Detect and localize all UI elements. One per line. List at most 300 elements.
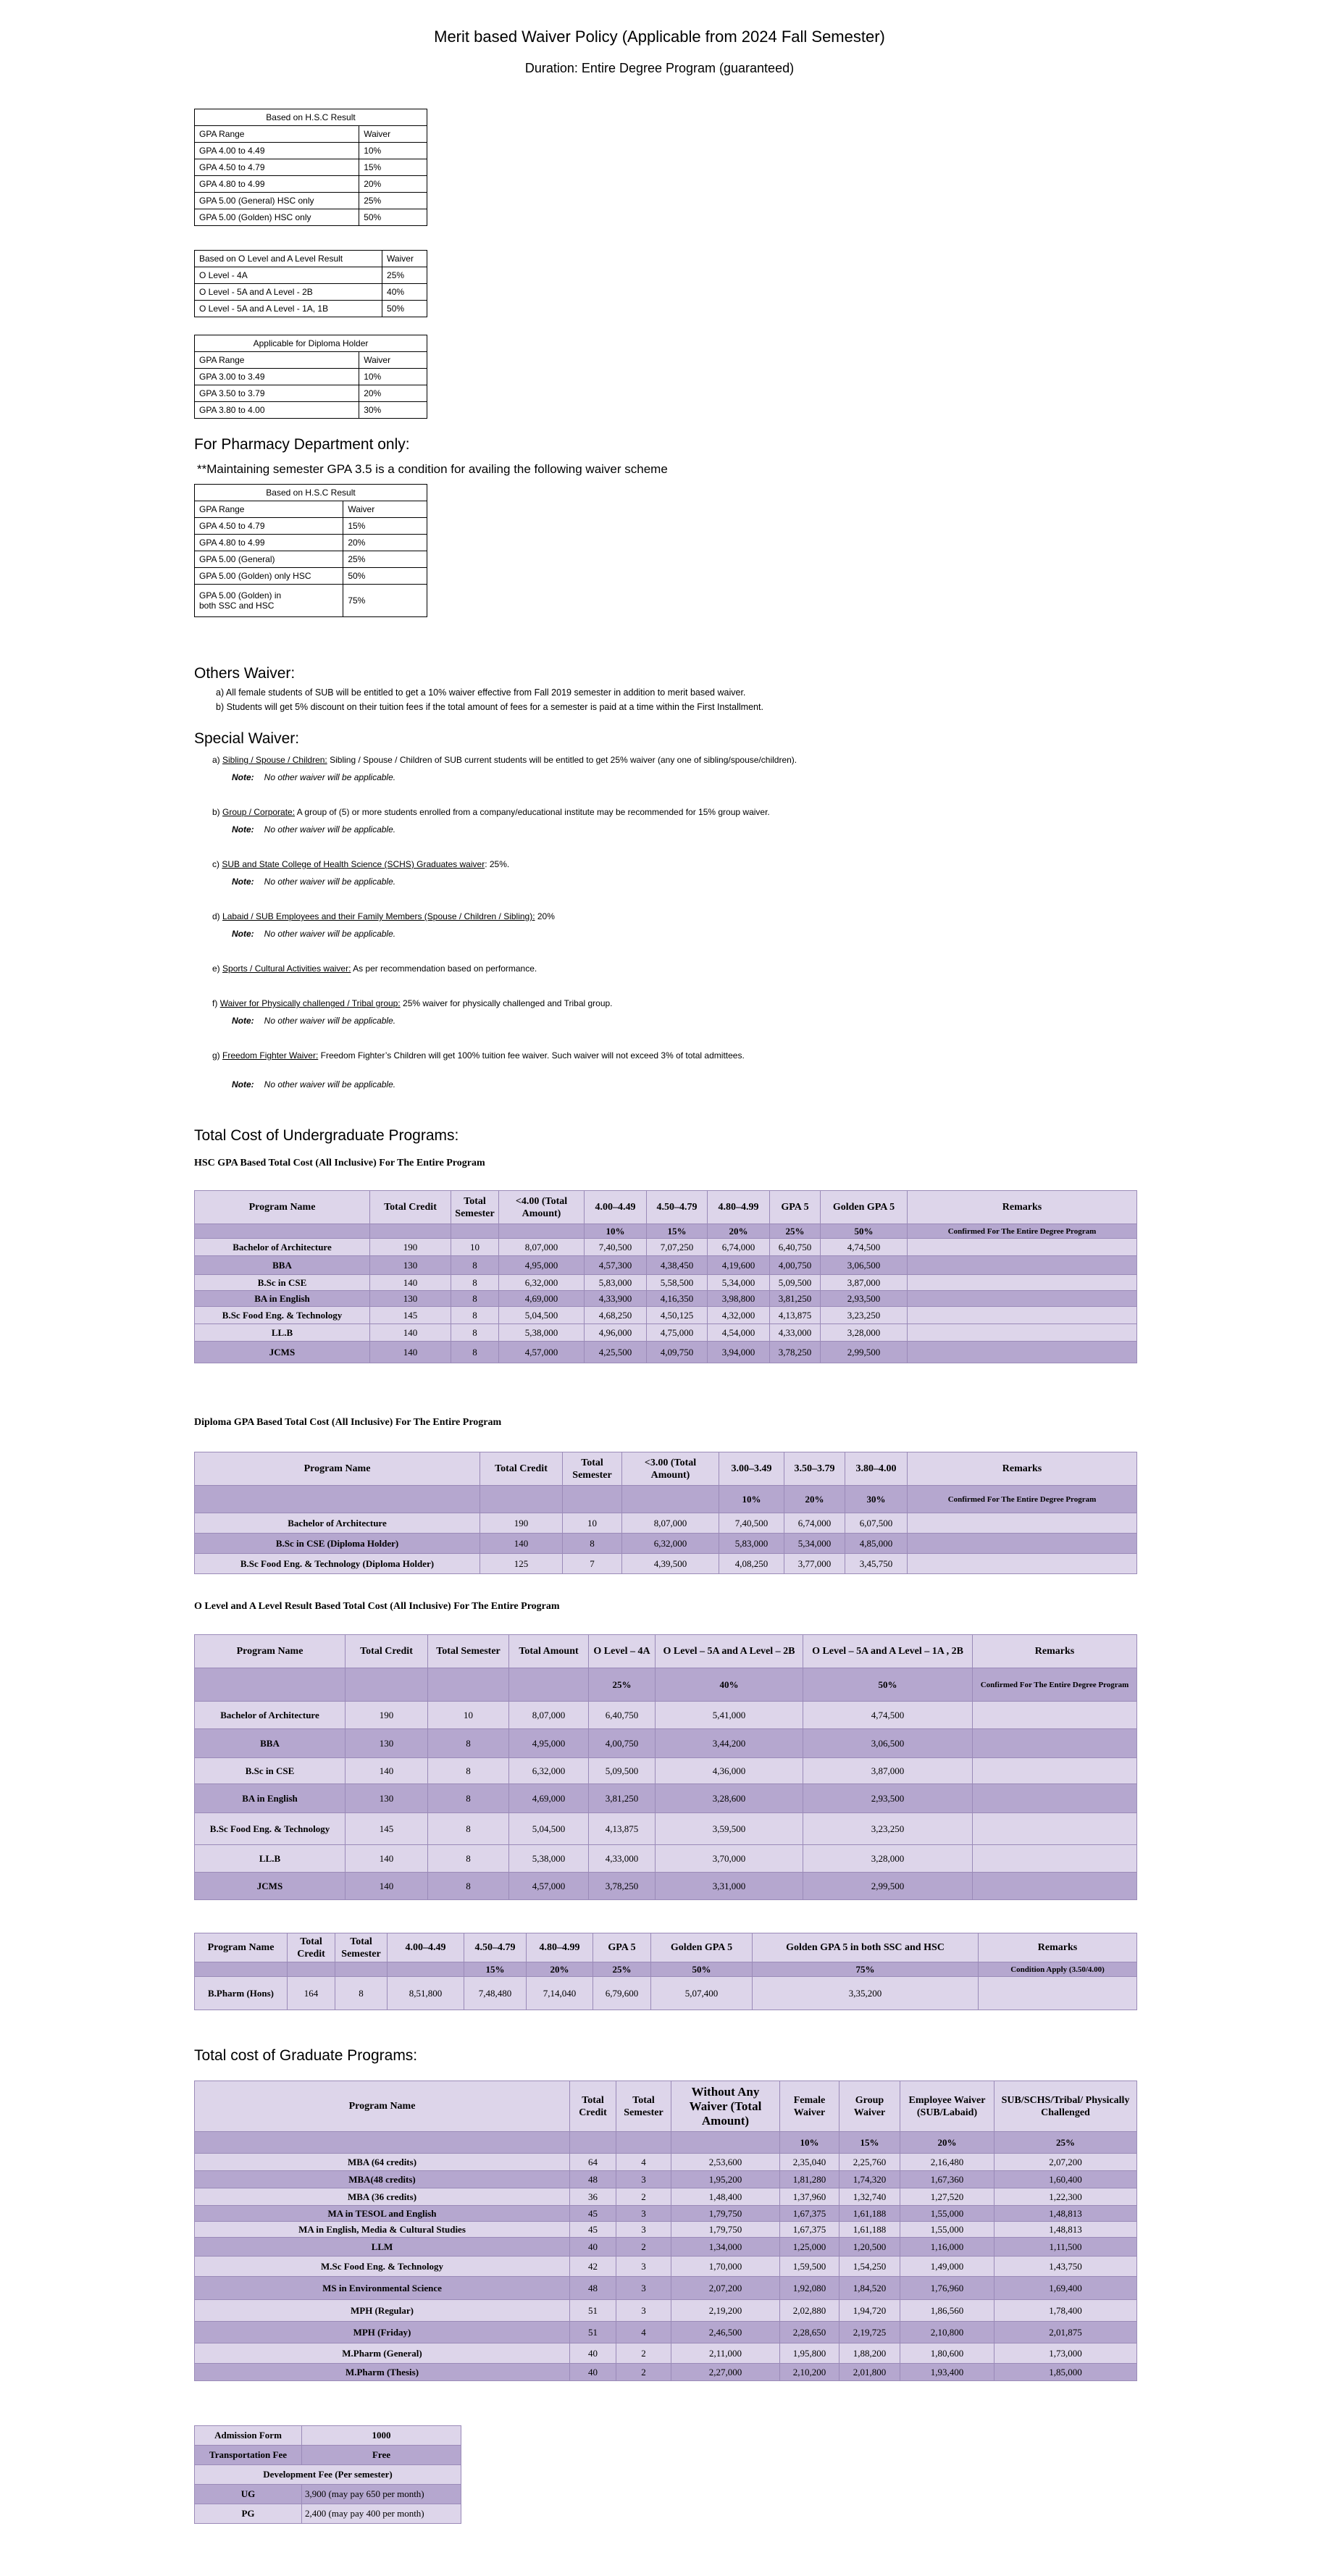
table-cell: 1,80,600: [900, 2343, 995, 2364]
table-cell: 8: [428, 1758, 509, 1784]
waiver-cell: 25%: [343, 551, 427, 568]
table-cell: 1,84,520: [839, 2277, 900, 2300]
note-label: Note:: [232, 1016, 254, 1026]
empty-cell: [388, 1962, 464, 1977]
table-cell: 4,75,000: [647, 1324, 708, 1342]
special-waiver-heading: Special Waiver:: [194, 730, 300, 747]
table-row: [195, 1256, 1137, 1275]
table-cell: 4,25,500: [585, 1342, 647, 1363]
empty-cell: [622, 1486, 719, 1513]
table-row: [195, 1977, 1137, 2010]
waiver-percent: 20%: [708, 1224, 770, 1239]
table-cell: 1,16,000: [900, 2238, 995, 2257]
table-cell: 1,20,500: [839, 2238, 900, 2257]
gpa-range-line: both SSC and HSC: [199, 601, 275, 611]
note: [232, 1016, 395, 1026]
table-row: [195, 2504, 461, 2524]
table-cell: 64: [570, 2154, 616, 2171]
col-header: Program Name: [195, 2081, 570, 2132]
table-row: [195, 143, 427, 159]
table-cell: 1,55,000: [900, 2206, 995, 2222]
program-name-cell: M.Pharm (General): [195, 2343, 570, 2364]
page-subtitle: Duration: Entire Degree Program (guaranteed): [524, 61, 795, 75]
waiver-percent: 25%: [593, 1962, 651, 1977]
table-cell: 145: [370, 1307, 451, 1324]
table-row: [195, 2465, 461, 2485]
gpa-range-cell: GPA 5.00 (Golden) HSC only: [195, 209, 359, 226]
table-row: [195, 2300, 1137, 2322]
table-cell: 5,83,000: [585, 1275, 647, 1291]
table-cell: 2: [616, 2238, 671, 2257]
remarks-note: Confirmed For The Entire Degree Program: [973, 1668, 1137, 1702]
table-cell: 1,34,000: [671, 2238, 780, 2257]
table-cell: 2,93,500: [803, 1784, 973, 1813]
empty-cell: [570, 2132, 616, 2154]
table-cell: 36: [570, 2188, 616, 2206]
hsc-waiver-table: [194, 109, 427, 226]
table-cell: 4,33,000: [770, 1324, 821, 1342]
table-cell: 3: [616, 2277, 671, 2300]
table-row: [195, 2188, 1137, 2206]
empty-cell: [370, 1224, 451, 1239]
table-cell: 2,02,880: [780, 2300, 839, 2322]
col-header: O Level – 4A: [589, 1635, 656, 1668]
table-cell: 1,37,960: [780, 2188, 839, 2206]
note-text: No other waiver will be applicable.: [264, 929, 396, 939]
table-cell: 3: [616, 2257, 671, 2277]
table-row: [195, 1758, 1137, 1784]
waiver-cell: 20%: [359, 176, 427, 193]
fee-label: PG: [195, 2504, 302, 2524]
table-cell: 5,34,000: [708, 1275, 770, 1291]
item-prefix: d): [212, 911, 220, 921]
table-cell: [973, 1784, 1137, 1813]
table-cell: 3,78,250: [770, 1342, 821, 1363]
col-header: 4.50–4.79: [464, 1933, 527, 1962]
waiver-percent: 30%: [845, 1486, 908, 1513]
table-cell: 2,07,200: [995, 2154, 1137, 2171]
table-cell: [973, 1702, 1137, 1729]
table-cell: 8,07,000: [509, 1702, 589, 1729]
table-cell: 140: [346, 1873, 428, 1900]
table-cell: 140: [370, 1324, 451, 1342]
fee-value: Free: [302, 2446, 461, 2465]
table-cell: 4,33,900: [585, 1291, 647, 1307]
table-cell: 4,85,000: [845, 1534, 908, 1554]
table-cell: 6,79,600: [593, 1977, 651, 2010]
table-cell: 6,32,000: [622, 1534, 719, 1554]
note: [232, 1079, 395, 1090]
table-row: [195, 1534, 1137, 1554]
table-row: [195, 2257, 1137, 2277]
table-cell: 8: [451, 1342, 499, 1363]
table-cell: 3: [616, 2222, 671, 2238]
table-row: [195, 2485, 461, 2504]
table-cell: 1,67,360: [900, 2171, 995, 2188]
col-header: GPA Range: [195, 126, 359, 143]
program-name-cell: B.Sc in CSE: [195, 1758, 346, 1784]
gpa-range-cell: GPA 4.80 to 4.99: [195, 535, 343, 551]
table-cell: 7: [563, 1554, 622, 1574]
result-cell: O Level - 4A: [195, 267, 382, 284]
empty-cell: [288, 1962, 335, 1977]
waiver-cell: 30%: [359, 402, 427, 419]
table-cell: 140: [346, 1758, 428, 1784]
col-header: Golden GPA 5: [651, 1933, 753, 1962]
table-cell: 4,69,000: [509, 1784, 589, 1813]
table-cell: 6,32,000: [499, 1275, 585, 1291]
col-header: <3.00 (Total Amount): [622, 1452, 719, 1486]
program-name-cell: Bachelor of Architecture: [195, 1702, 346, 1729]
gpa-range-cell: GPA 4.50 to 4.79: [195, 159, 359, 176]
gpa-range-cell: GPA 3.00 to 3.49: [195, 369, 359, 385]
table-cell: 1,54,250: [839, 2257, 900, 2277]
table-caption: Based on H.S.C Result: [195, 109, 427, 126]
table-cell: 3,81,250: [589, 1784, 656, 1813]
table-cell: 4,57,000: [499, 1342, 585, 1363]
table-cell: [908, 1342, 1137, 1363]
note-text: No other waiver will be applicable.: [264, 824, 396, 835]
item-title: Freedom Fighter Waiver:: [222, 1050, 319, 1061]
empty-cell: [195, 2132, 570, 2154]
program-name-cell: B.Sc in CSE (Diploma Holder): [195, 1534, 480, 1554]
result-cell: O Level - 5A and A Level - 1A, 1B: [195, 301, 382, 317]
table-cell: 3,45,750: [845, 1554, 908, 1574]
table-cell: 8: [451, 1291, 499, 1307]
table-cell: 5,38,000: [509, 1845, 589, 1873]
waiver-percent: 15%: [647, 1224, 708, 1239]
table-cell: 1,94,720: [839, 2300, 900, 2322]
empty-cell: [451, 1224, 499, 1239]
table-cell: 4,33,000: [589, 1845, 656, 1873]
col-header: 4.80–4.99: [708, 1191, 770, 1224]
item-title: Labaid / SUB Employees and their Family Members (Spouse / Children / Sibling):: [222, 911, 535, 921]
table-cell: 8: [428, 1845, 509, 1873]
empty-cell: [346, 1668, 428, 1702]
item-prefix: f): [212, 998, 218, 1008]
program-name-cell: MA in English, Media & Cultural Studies: [195, 2222, 570, 2238]
table-cell: 1,88,200: [839, 2343, 900, 2364]
program-name-cell: B.Sc Food Eng. & Technology: [195, 1813, 346, 1845]
table-cell: 7,40,500: [719, 1513, 784, 1534]
table-cell: 3,59,500: [656, 1813, 803, 1845]
table-cell: 1,22,300: [995, 2188, 1137, 2206]
olevel-cost-table: [194, 1634, 1137, 1900]
note: [232, 824, 395, 835]
table-row: [195, 2322, 1137, 2343]
remarks-note: Condition Apply (3.50/4.00): [979, 1962, 1137, 1977]
table-cell: 1,93,400: [900, 2364, 995, 2381]
table-cell: 7,14,040: [527, 1977, 593, 2010]
table-cell: 3: [616, 2300, 671, 2322]
col-header: SUB/SCHS/Tribal/ Physically Challenged: [995, 2081, 1137, 2132]
pharm-cost-table: [194, 1933, 1137, 2010]
gpa-range-cell: GPA 5.00 (Golden) only HSC: [195, 568, 343, 585]
graduate-heading: Total cost of Graduate Programs:: [194, 2047, 418, 2064]
table-body: [195, 1513, 1137, 1574]
item-text: Freedom Fighter’s Children will get 100% tuition fee waiver. Such waiver will not exceed 3% of total admittees.: [318, 1050, 745, 1061]
table-row: [195, 2222, 1137, 2238]
program-name-cell: M.Sc Food Eng. & Technology: [195, 2257, 570, 2277]
result-cell: O Level - 5A and A Level - 2B: [195, 284, 382, 301]
table-cell: 3,87,000: [821, 1275, 908, 1291]
table-cell: 3,98,800: [708, 1291, 770, 1307]
table-cell: 3,87,000: [803, 1758, 973, 1784]
list-item: [212, 963, 537, 974]
col-header: Total Semester: [451, 1191, 499, 1224]
table-cell: 6,07,500: [845, 1513, 908, 1534]
col-header: O Level – 5A and A Level – 2B: [656, 1635, 803, 1668]
col-header: Total Credit: [346, 1635, 428, 1668]
item-text: 25% waiver for physically challenged and Tribal group.: [400, 998, 613, 1008]
table-cell: 140: [480, 1534, 563, 1554]
diploma-cost-table: [194, 1452, 1137, 1574]
table-row: [195, 1729, 1137, 1758]
table-cell: 40: [570, 2238, 616, 2257]
list-item: [212, 755, 797, 765]
table-cell: 4,19,600: [708, 1256, 770, 1275]
program-name-cell: BBA: [195, 1256, 370, 1275]
item-text: : 25%.: [485, 859, 510, 869]
program-name-cell: LL.B: [195, 1324, 370, 1342]
table-cell: 1,78,400: [995, 2300, 1137, 2322]
table-cell: 1,95,200: [671, 2171, 780, 2188]
table-title: HSC GPA Based Total Cost (All Inclusive) For The Entire Program: [194, 1158, 485, 1168]
table-body: [195, 2154, 1137, 2381]
col-header: <4.00 (Total Amount): [499, 1191, 585, 1224]
table-cell: 3,28,000: [803, 1845, 973, 1873]
table-row: [195, 267, 427, 284]
table-cell: 4,57,300: [585, 1256, 647, 1275]
empty-cell: [671, 2132, 780, 2154]
col-header: Program Name: [195, 1933, 288, 1962]
table-cell: 3,31,000: [656, 1873, 803, 1900]
table-cell: 5,58,500: [647, 1275, 708, 1291]
waiver-percent: 50%: [651, 1962, 753, 1977]
table-cell: 10: [428, 1702, 509, 1729]
waiver-percent: 10%: [780, 2132, 839, 2154]
fee-label: Admission Form: [195, 2426, 302, 2446]
col-header: Waiver: [359, 352, 427, 369]
table-cell: 1,76,960: [900, 2277, 995, 2300]
gpa-range-cell: GPA 4.00 to 4.49: [195, 143, 359, 159]
table-cell: 130: [370, 1256, 451, 1275]
waiver-cell: 15%: [343, 518, 427, 535]
table-cell: [973, 1729, 1137, 1758]
table-cell: 4,69,000: [499, 1291, 585, 1307]
empty-cell: [195, 1668, 346, 1702]
fee-value: 2,400 (may pay 400 per month): [302, 2504, 461, 2524]
table-cell: 3,28,000: [821, 1324, 908, 1342]
table-cell: 4,57,000: [509, 1873, 589, 1900]
table-cell: 1,67,375: [780, 2206, 839, 2222]
table-cell: 8,51,800: [388, 1977, 464, 2010]
gpa-range-cell: GPA 4.80 to 4.99: [195, 176, 359, 193]
col-header: 4.00–4.49: [585, 1191, 647, 1224]
table-row: [195, 1784, 1137, 1813]
table-cell: 7,48,480: [464, 1977, 527, 2010]
table-cell: 3,06,500: [821, 1256, 908, 1275]
table-row: [195, 551, 427, 568]
table-cell: 3,81,250: [770, 1291, 821, 1307]
table-cell: 4,95,000: [509, 1729, 589, 1758]
note: [232, 929, 395, 939]
table-cell: 1,61,188: [839, 2222, 900, 2238]
program-name-cell: B.Pharm (Hons): [195, 1977, 288, 2010]
table-cell: 190: [346, 1702, 428, 1729]
table-cell: 4,50,125: [647, 1307, 708, 1324]
table-cell: 3,28,600: [656, 1784, 803, 1813]
table-cell: 1,74,320: [839, 2171, 900, 2188]
table-cell: [908, 1239, 1137, 1256]
waiver-cell: 40%: [382, 284, 427, 301]
col-header: GPA Range: [195, 352, 359, 369]
empty-cell: [480, 1486, 563, 1513]
table-cell: 5,07,400: [651, 1977, 753, 2010]
table-row: [195, 2446, 461, 2465]
table-cell: 8: [451, 1256, 499, 1275]
empty-cell: [195, 1224, 370, 1239]
table-cell: 8: [451, 1275, 499, 1291]
empty-cell: [616, 2132, 671, 2154]
waiver-percent: 75%: [753, 1962, 979, 1977]
item-prefix: b): [212, 807, 220, 817]
remarks-note: Confirmed For The Entire Degree Program: [908, 1486, 1137, 1513]
table-cell: 2: [616, 2343, 671, 2364]
col-header: Remarks: [973, 1635, 1137, 1668]
table-cell: 2,35,040: [780, 2154, 839, 2171]
program-name-cell: M.Pharm (Thesis): [195, 2364, 570, 2381]
table-cell: 1,69,400: [995, 2277, 1137, 2300]
table-row: [195, 568, 427, 585]
table-cell: 3,94,000: [708, 1342, 770, 1363]
note-label: Note:: [232, 877, 254, 887]
waiver-percent: 40%: [656, 1668, 803, 1702]
table-cell: 190: [370, 1239, 451, 1256]
table-cell: 1,25,000: [780, 2238, 839, 2257]
table-cell: 125: [480, 1554, 563, 1574]
table-cell: 164: [288, 1977, 335, 2010]
item-prefix: a): [212, 755, 220, 765]
table-cell: 130: [370, 1291, 451, 1307]
empty-cell: [509, 1668, 589, 1702]
fee-label: UG: [195, 2485, 302, 2504]
note-label: Note:: [232, 772, 254, 782]
table-row: [195, 1291, 1137, 1307]
table-body: [195, 1239, 1137, 1363]
table-cell: 1,55,000: [900, 2222, 995, 2238]
list-item: [212, 1050, 745, 1061]
waiver-percent: 10%: [719, 1486, 784, 1513]
program-name-cell: BA in English: [195, 1784, 346, 1813]
list-item: [212, 859, 509, 869]
table-cell: 1,73,000: [995, 2343, 1137, 2364]
table-row: [195, 176, 427, 193]
table-row: [195, 535, 427, 551]
table-cell: 4,08,250: [719, 1554, 784, 1574]
col-header: Total Semester: [616, 2081, 671, 2132]
col-header: 3.50–3.79: [784, 1452, 845, 1486]
empty-cell: [335, 1962, 388, 1977]
table-cell: 140: [346, 1845, 428, 1873]
waiver-percent: 50%: [803, 1668, 973, 1702]
waiver-cell: 20%: [343, 535, 427, 551]
empty-cell: [195, 1962, 288, 1977]
col-header: Waiver: [343, 501, 427, 518]
col-header: GPA Range: [195, 501, 343, 518]
table-cell: 4,38,450: [647, 1256, 708, 1275]
col-header: Remarks: [908, 1191, 1137, 1224]
table-cell: 4,36,000: [656, 1758, 803, 1784]
program-name-cell: MBA (36 credits): [195, 2188, 570, 2206]
fee-value: 3,900 (may pay 650 per month): [302, 2485, 461, 2504]
note-text: No other waiver will be applicable.: [264, 1079, 396, 1090]
table-row: [195, 1813, 1137, 1845]
waiver-percent: 25%: [995, 2132, 1137, 2154]
program-name-cell: B.Sc Food Eng. & Technology: [195, 1307, 370, 1324]
waiver-cell: 50%: [359, 209, 427, 226]
table-cell: 45: [570, 2206, 616, 2222]
program-name-cell: Bachelor of Architecture: [195, 1513, 480, 1534]
col-header: Total Amount: [509, 1635, 589, 1668]
col-header: 4.00–4.49: [388, 1933, 464, 1962]
table-cell: 5,41,000: [656, 1702, 803, 1729]
table-cell: 4,32,000: [708, 1307, 770, 1324]
program-name-cell: MPH (Regular): [195, 2300, 570, 2322]
table-cell: 2,07,200: [671, 2277, 780, 2300]
table-cell: 5,04,500: [509, 1813, 589, 1845]
program-name-cell: JCMS: [195, 1873, 346, 1900]
program-name-cell: JCMS: [195, 1342, 370, 1363]
table-cell: 42: [570, 2257, 616, 2277]
table-caption: Based on H.S.C Result: [195, 485, 427, 501]
table-cell: 6,40,750: [770, 1239, 821, 1256]
fees-table: [194, 2425, 461, 2524]
table-cell: 3,23,250: [803, 1813, 973, 1845]
table-cell: [973, 1873, 1137, 1900]
table-cell: 2,25,760: [839, 2154, 900, 2171]
table-cell: [908, 1554, 1137, 1574]
table-cell: 145: [346, 1813, 428, 1845]
table-cell: 48: [570, 2171, 616, 2188]
table-cell: 3,06,500: [803, 1729, 973, 1758]
table-row: [195, 585, 427, 617]
col-header: Golden GPA 5: [821, 1191, 908, 1224]
col-header: Remarks: [908, 1452, 1137, 1486]
graduate-cost-table: [194, 2081, 1137, 2381]
table-cell: 1,27,520: [900, 2188, 995, 2206]
empty-cell: [499, 1224, 585, 1239]
col-header: Total Semester: [563, 1452, 622, 1486]
table-cell: 4,13,875: [589, 1813, 656, 1845]
table-cell: 2,53,600: [671, 2154, 780, 2171]
table-cell: 3,78,250: [589, 1873, 656, 1900]
table-cell: 2,99,500: [821, 1342, 908, 1363]
table-cell: 8,07,000: [499, 1239, 585, 1256]
program-name-cell: MS in Environmental Science: [195, 2277, 570, 2300]
col-header: Total Semester: [428, 1635, 509, 1668]
waiver-percent: 20%: [784, 1486, 845, 1513]
table-cell: [908, 1307, 1137, 1324]
remarks-note: Confirmed For The Entire Degree Program: [908, 1224, 1137, 1239]
table-cell: [973, 1758, 1137, 1784]
table-cell: 2,01,875: [995, 2322, 1137, 2343]
table-cell: 1,79,750: [671, 2222, 780, 2238]
table-row: [195, 2238, 1137, 2257]
table-cell: 10: [563, 1513, 622, 1534]
item-title: Sibling / Spouse / Children:: [222, 755, 327, 765]
table-cell: 130: [346, 1784, 428, 1813]
